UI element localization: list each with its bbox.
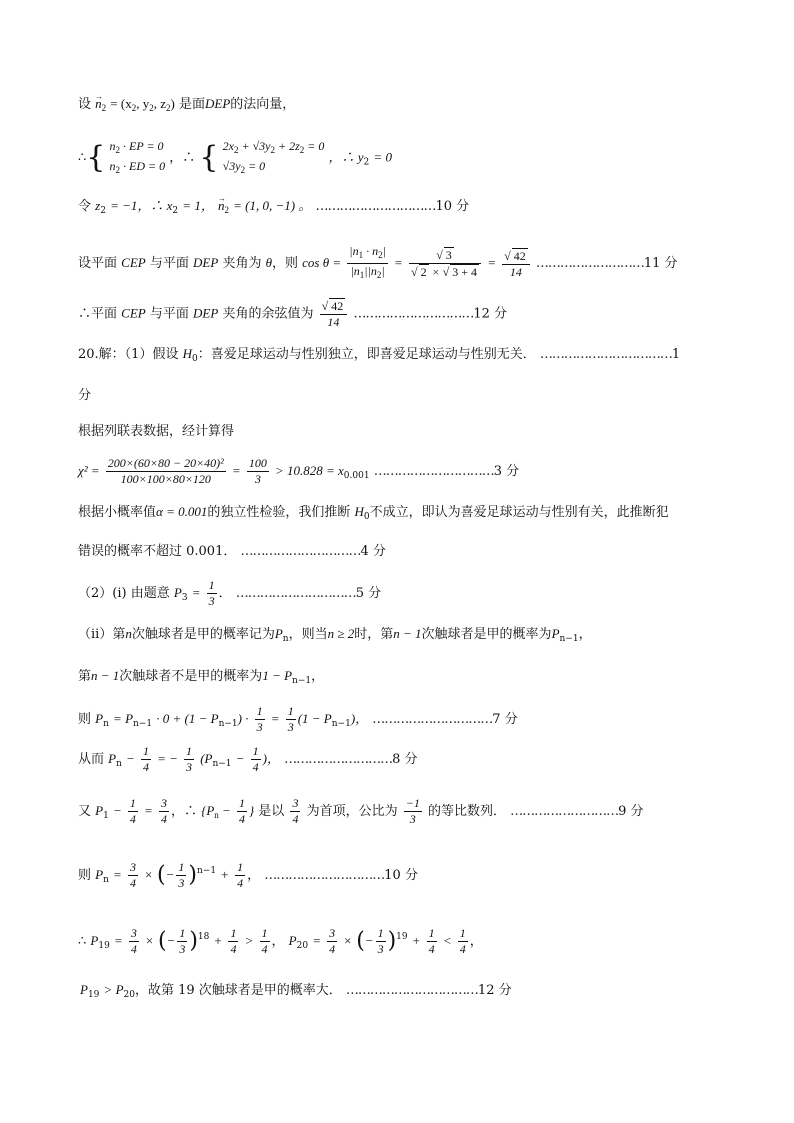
fraction: $\frac{1}{4}$ [238, 796, 245, 826]
fraction: $\frac{1}{4}$ [142, 744, 149, 774]
fraction: $\frac{1}{3}$ [208, 578, 215, 608]
line-chi-square: χ² = $\frac{\text{200×(60×80 − 20×40)²}}{100\times 100\times 80\times 120}$ = $\frac{100}{3}$ > $10.828 = x_{0.001}$ …………………………3 分 [78, 456, 520, 486]
vector-n2: → $n_2$ [95, 96, 106, 111]
line-q20-hypothesis: 20.解：（1）假设 $H_0$：喜爱足球运动与性别独立，即喜爱足球运动与性别无关． ……………………………1 [78, 346, 681, 364]
fraction: √ $\frac{42}{14}$ [320, 298, 348, 330]
score: 12 分 [473, 306, 508, 322]
fraction: $\frac{1}{3}$ [256, 704, 263, 734]
fraction: $\frac{3}{4}$ [129, 860, 136, 890]
line-systems: ∴{ $n_2$ · EP = 0 $n_2$ · ED = 0 ，∴ { $2x_2 + √3y_2 + 2z_2 = 0$ $√3y_2 = 0$ ，∴ $y_2 = 0$ [78, 139, 392, 175]
brace: { [199, 140, 219, 175]
score: 3 分 [493, 464, 520, 479]
fraction: $\frac{1}{4}$ [261, 926, 268, 956]
score: 11 分 [643, 256, 678, 271]
score: 8 分 [392, 752, 418, 767]
line-p3: （2）(i) 由题意 $P_3$ = $\frac{1}{3}$ ． …………………………5 分 [78, 578, 382, 608]
line-not-jia: 第n − 1次触球者不是甲的概率为$1 - P_{n-1}$， [78, 668, 325, 686]
fraction: $\frac{100}{3}$ [248, 456, 267, 486]
fraction: $\frac{-1}{3}$ [405, 796, 420, 826]
fraction: $\frac{3}{4}$ [130, 926, 137, 956]
line-cos-angle: 设平面 CEP 与平面 DEP 夹角为 θ，则 cos θ = $\frac{|n_1 \cdot n_2|}{|n_1||n_2|}$ = √ 3 √ 2 × √ 3 + 4 = √ $\frac{42}{14}$ ………………………11 分 [78, 244, 678, 283]
fraction: $\frac{1}{3}$ [377, 926, 384, 956]
fraction: $\frac{1}{3}$ [178, 860, 185, 890]
score: 7 分 [492, 712, 518, 727]
score: 4 分 [360, 544, 386, 559]
fraction: $\frac{|n_1 \cdot n_2|}{|n_1||n_2|}$ [349, 244, 386, 280]
fraction: $\frac{\text{200×(60×80 − 20×40)²}}{100\times 100\times 80\times 120}$ [107, 456, 224, 486]
score: 1 [671, 347, 681, 362]
fraction: $\frac{3}{4}$ [329, 926, 336, 956]
score: 10 分 [435, 199, 470, 214]
line-p19-p20: ∴ $P_{19}$ = $\frac{3}{4}$ × (− $\frac{1}{3}$ )$^{18}$ + $\frac{1}{4}$ > $\frac{1}{4}$ ， $P_{20}$ = $\frac{3}{4}$ × (− $\frac{1}{3}$ )$^{19}$ + $\frac{1}{4}$ < $\frac{1}{4}$ ， [78, 926, 483, 956]
fraction: $\frac{3}{4}$ [160, 796, 167, 826]
score: 10 分 [384, 868, 418, 883]
score: 12 分 [477, 983, 512, 998]
line-compute-intro: 根据列联表数据，经计算得 [78, 424, 235, 439]
line-inference: 根据小概率值α = 0.001的独立性检验，我们推断 $H_0$不成立，即认为喜爱足球运动与性别有关，此推断犯 [78, 504, 669, 522]
fraction: √ $\frac{42}{14}$ [502, 248, 530, 280]
fraction: $\frac{1}{3}$ [287, 704, 294, 734]
fraction: $\frac{1}{3}$ [186, 744, 193, 774]
brace: { [86, 140, 106, 175]
fraction: $\frac{1}{3}$ [179, 926, 186, 956]
fraction: $\frac{1}{4}$ [237, 860, 244, 890]
line-geometric: 又 $P_1$ − $\frac{1}{4}$ = $\frac{3}{4}$ ，∴ {$P_n$ − $\frac{1}{4}$ } 是以 $\frac{3}{4}$ 为首项，公比为 $\frac{-1}{3}$ 的等比数列． ………………………9 分 [78, 796, 644, 826]
fraction: $\frac{3}{4}$ [292, 796, 299, 826]
line-score-continued: 分 [78, 388, 92, 403]
line-pn-def: （ii）第n次触球者是甲的概率记为$P_n$，则当n ≥ 2时，第n − 1次触球者是甲的概率为$P_{n-1}$， [78, 626, 592, 644]
line-normal-vector-def: 设 → $n_2 = (x_2$, $y_2$, $z_2$) 是面DEP的法向量， [78, 94, 295, 118]
score: 9 分 [618, 804, 644, 819]
score: 5 分 [355, 586, 382, 601]
line-transform: 从而 $P_n$ − $\frac{1}{4}$ = − $\frac{1}{3}$ ($P_{n-1}$ − $\frac{1}{4}$ )， ………………………8 分 [78, 744, 418, 774]
line-error-prob: 错误的概率不超过 0.001． …………………………4 分 [78, 544, 386, 559]
fraction: √ 3 √ 2 × √ 3 + 4 [409, 247, 481, 280]
line-conclusion: $P_{19} > P_{20}$，故第 19 次触球者是甲的概率大． ……………………………12 分 [80, 982, 512, 1000]
line-recurrence: 则 $P_n = P_{n-1} \cdot 0 + (1 - P_{n-1})$ · $\frac{1}{3}$ = $\frac{1}{3}$ $(1 - P_{n-1})$， …………………………7 分 [78, 704, 518, 734]
fraction: $\frac{1}{4}$ [428, 926, 435, 956]
fraction: $\frac{1}{4}$ [459, 926, 466, 956]
fraction: $\frac{1}{4}$ [129, 796, 136, 826]
fraction: $\frac{1}{4}$ [252, 744, 259, 774]
line-pn-formula: 则 $P_n$ = $\frac{3}{4}$ × (− $\frac{1}{3}$ )$^{n-1}$ + $\frac{1}{4}$ ， …………………………10 分 [78, 860, 418, 890]
line-set-z2: 令 $z_2 = -1$，∴ $x_2 = 1$， → $n_2 = (1$, 0, −1) 。 …………………………10 分 [78, 196, 469, 221]
fraction: $\frac{1}{4}$ [230, 926, 237, 956]
line-cos-result: ∴平面 CEP 与平面 DEP 夹角的余弦值为 √ $\frac{42}{14}$ …………………………12 分 [78, 298, 507, 330]
